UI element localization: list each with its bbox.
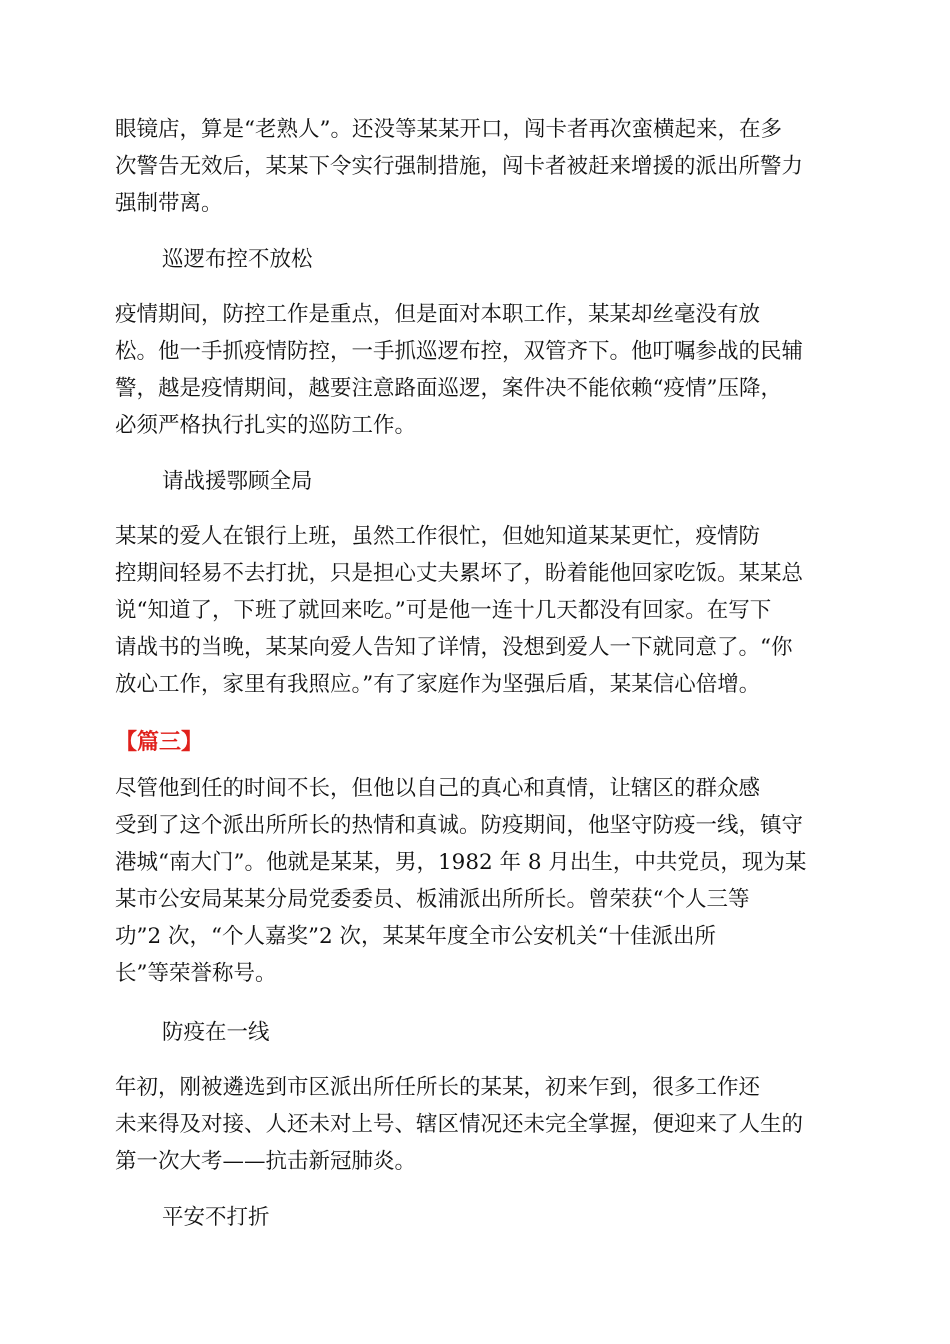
paragraph-line: 尽管他到任的时间不长，但他以自己的真心和真情，让辖区的群众感 (115, 776, 761, 801)
paragraph-line: 第一次大考——抗击新冠肺炎。 (115, 1149, 417, 1174)
paragraph-line: 年初，刚被遴选到市区派出所任所长的某某，初来乍到，很多工作还 (115, 1075, 761, 1100)
paragraph-2 (115, 296, 835, 444)
paragraph-line: 必须严格执行扎实的巡防工作。 (115, 413, 417, 438)
paragraph-line: 某市公安局某某分局党委委员、板浦派出所所长。曾荣获“个人三等 (115, 887, 750, 912)
paragraph-line: 受到了这个派出所所长的热情和真诚。防疫期间，他坚守防疫一线，镇守 (115, 813, 804, 838)
paragraph-line: 长”等荣誉称号。 (115, 961, 277, 986)
paragraph-line: 功”2 次，“个人嘉奖”2 次，某某年度全市公安机关“十佳派出所 (115, 924, 716, 949)
subheading-request: 请战援鄂顾全局 (162, 469, 313, 494)
paragraph-line: 港城“南大门”。他就是某某，男，1982 年 8 月出生，中共党员，现为某 (115, 850, 807, 875)
section-title: 【篇三】 (115, 730, 204, 755)
paragraph-line: 强制带离。 (115, 191, 223, 216)
paragraph-line: 某某的爱人在银行上班，虽然工作很忙，但她知道某某更忙，疫情防 (115, 524, 761, 549)
paragraph-line: 疫情期间，防控工作是重点，但是面对本职工作，某某却丝毫没有放 (115, 302, 761, 327)
paragraph-3 (115, 518, 835, 703)
paragraph-5 (115, 1069, 835, 1180)
subheading-safety: 平安不打折 (162, 1205, 270, 1230)
paragraph-line: 未来得及对接、人还未对上号、辖区情况还未完全掌握，便迎来了人生的 (115, 1112, 804, 1137)
paragraph-4 (115, 770, 835, 992)
paragraph-line: 控期间轻易不去打扰，只是担心丈夫累坏了，盼着能他回家吃饭。某某总 (115, 561, 804, 586)
paragraph-line: 次警告无效后，某某下令实行强制措施，闯卡者被赶来增援的派出所警力 (115, 154, 804, 179)
paragraph-line: 眼镜店，算是“老熟人”。还没等某某开口，闯卡者再次蛮横起来，在多 (115, 117, 782, 142)
subheading-patrol: 巡逻布控不放松 (162, 247, 313, 272)
paragraph-line: 请战书的当晚，某某向爱人告知了详情，没想到爱人一下就同意了。“你 (115, 635, 793, 660)
paragraph-line: 放心工作，家里有我照应。”有了家庭作为坚强后盾，某某信心倍增。 (115, 672, 761, 697)
paragraph-line: 松。他一手抓疫情防控，一手抓巡逻布控，双管齐下。他叮嘱参战的民辅 (115, 339, 804, 364)
paragraph-line: 说“知道了，下班了就回来吃。”可是他一连十几天都没有回家。在写下 (115, 598, 772, 623)
paragraph-line: 警，越是疫情期间，越要注意路面巡逻，案件决不能依赖“疫情”压降， (115, 376, 782, 401)
subheading-frontline: 防疫在一线 (162, 1020, 270, 1045)
paragraph-1 (115, 111, 835, 222)
